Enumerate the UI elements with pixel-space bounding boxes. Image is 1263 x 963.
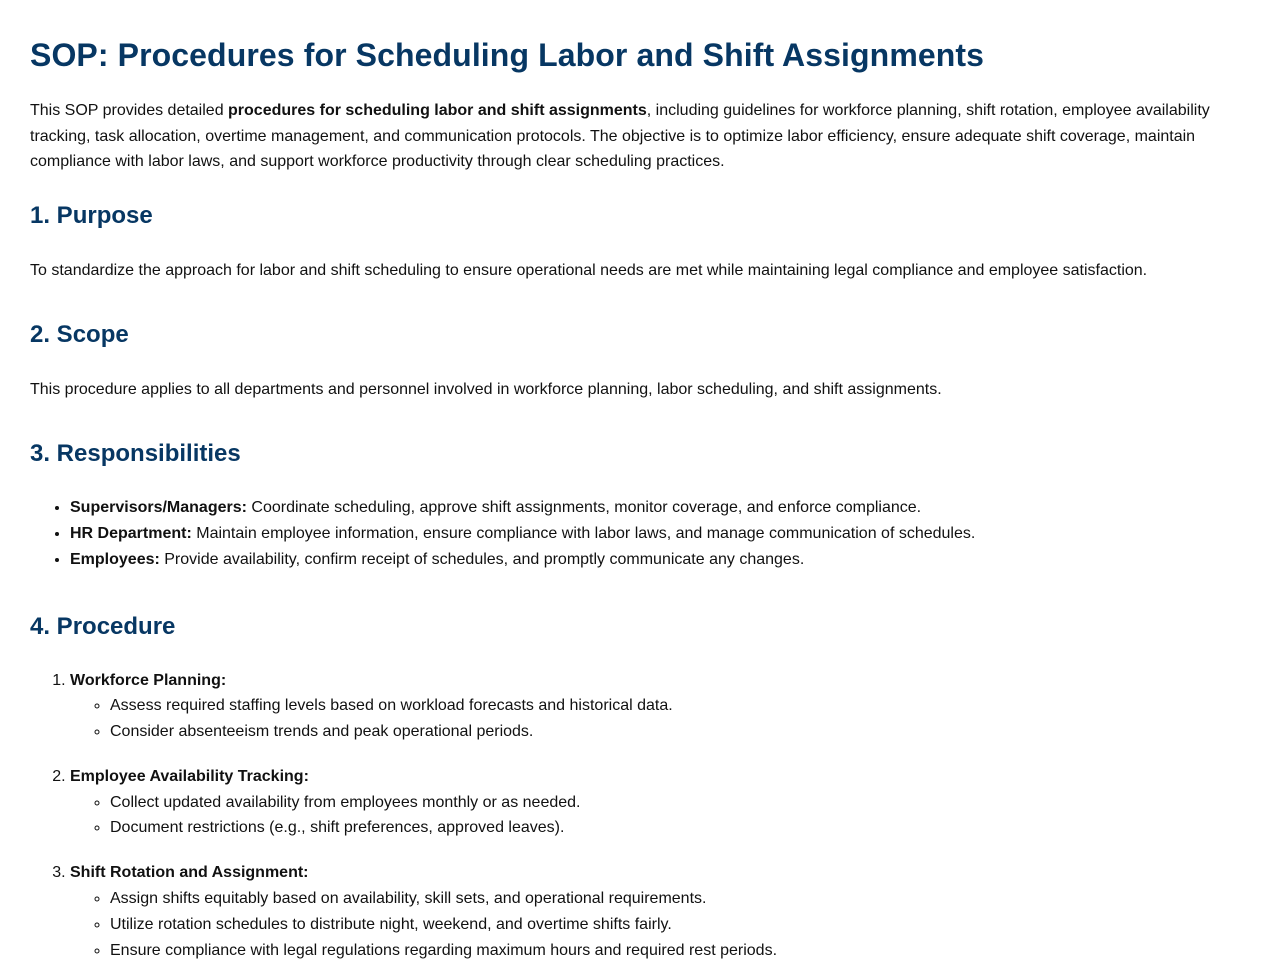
- intro-text-before: This SOP provides detailed: [30, 102, 228, 119]
- page-title: SOP: Procedures for Scheduling Labor and Shift Assignments: [30, 0, 1233, 75]
- step-title: Shift Rotation and Assignment:: [70, 864, 309, 881]
- procedure-heading: 4. Procedure: [30, 612, 1233, 642]
- step-bullet: ◦ Collect updated availability from employees monthly or as needed.: [110, 790, 1233, 816]
- scope-text: This procedure applies to all departments and personnel involved in workforce planning, labor scheduling, and shift assignments.: [30, 377, 1233, 402]
- responsibilities-heading: 3. Responsibilities: [30, 439, 1233, 469]
- step-bullets: [70, 693, 1233, 745]
- purpose-heading: 1. Purpose: [30, 201, 1233, 231]
- step-title: Workforce Planning:: [70, 672, 226, 689]
- step-bullets: [70, 790, 1233, 842]
- step-bullet: ◦ Document restrictions (e.g., shift preferences, approved leaves).: [110, 815, 1233, 841]
- step-title: Employee Availability Tracking:: [70, 768, 309, 785]
- purpose-text: To standardize the approach for labor and shift scheduling to ensure operational needs are met while maintaining legal compliance and employee satisfaction.: [30, 258, 1233, 283]
- step-bullet: ◦ Consider absenteeism trends and peak operational periods.: [110, 719, 1233, 745]
- intro-paragraph: [30, 98, 1233, 175]
- responsibility-role: HR Department:: [70, 525, 192, 542]
- scope-heading: 2. Scope: [30, 320, 1233, 350]
- step-bullets: [70, 886, 1233, 963]
- procedure-step: [70, 764, 1233, 841]
- step-bullet: ◦ Utilize rotation schedules to distribute night, weekend, and overtime shifts fairly.: [110, 912, 1233, 938]
- step-bullet: ◦ Ensure compliance with legal regulations regarding maximum hours and required rest periods.: [110, 938, 1233, 963]
- responsibility-role: Employees:: [70, 551, 160, 568]
- procedure-step: [70, 668, 1233, 745]
- responsibilities-list: [30, 495, 1233, 573]
- step-bullet: ◦ Assess required staffing levels based on workload forecasts and historical data.: [110, 693, 1233, 719]
- step-bullet: ◦ Assign shifts equitably based on availability, skill sets, and operational requirements.: [110, 886, 1233, 912]
- responsibility-item: [70, 521, 1233, 547]
- responsibility-text: Provide availability, confirm receipt of schedules, and promptly communicate any changes.: [160, 551, 804, 568]
- procedure-step: [70, 860, 1233, 963]
- responsibility-item: [70, 495, 1233, 521]
- responsibility-text: Coordinate scheduling, approve shift assignments, monitor coverage, and enforce compliance.: [247, 499, 921, 516]
- intro-text-bold: procedures for scheduling labor and shift assignments: [228, 102, 647, 119]
- responsibility-item: [70, 547, 1233, 573]
- responsibility-text: Maintain employee information, ensure compliance with labor laws, and manage communication of schedules.: [192, 525, 976, 542]
- intro-text-after: , including guidelines for workforce planning, shift rotation, employee availability tracking, task allocation, overtime management, and communication protocols. The objective is to optimize labor efficiency, ensure adequate shift coverage, maintain compliance with labor laws, and support workforce productivity through clear scheduling practices.: [30, 102, 1210, 170]
- responsibility-role: Supervisors/Managers:: [70, 499, 247, 516]
- procedure-steps: [30, 668, 1233, 963]
